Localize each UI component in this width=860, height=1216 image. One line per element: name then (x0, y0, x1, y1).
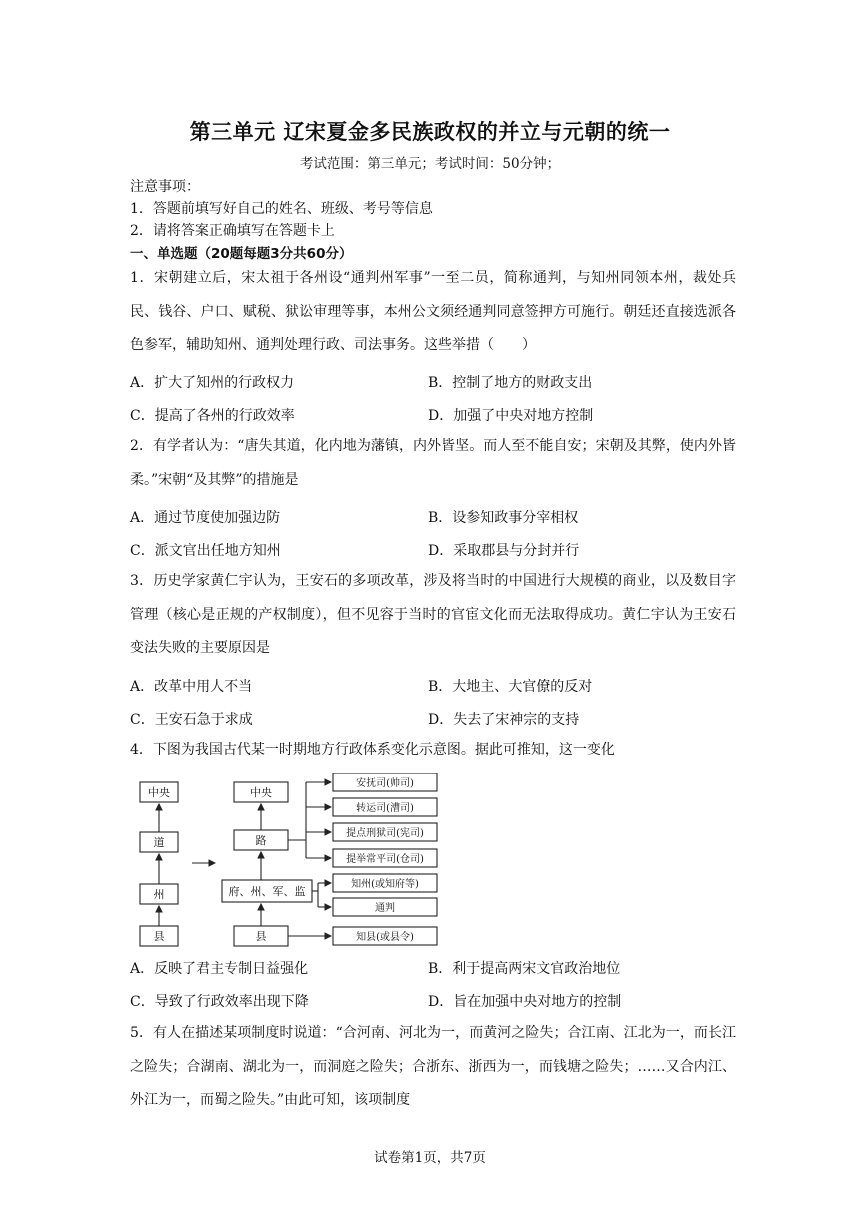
diagram-branch-anfusi: 安抚司(帅司) (356, 778, 414, 789)
admin-system-diagram (130, 773, 450, 953)
question-stem: 1．宋朝建立后，宋太祖于各州设“通判州军事”一至二员，简称通判，与知州同领本州，裁处兵民、钱谷、户口、赋税、狱讼审理等事，本州公文须经通判同意签押方可施行。朝廷还直接选派各色参军，辅助知州、通判处理行政、司法事务。这些举措（ ） (130, 270, 736, 353)
page-title: 第三单元 辽宋夏金多民族政权的并立与元朝的统一 (189, 120, 671, 144)
diagram-branch-zhizhou: 知州(或知府等) (351, 879, 419, 890)
option-a[interactable]: A．通过节度使加强边防 (130, 510, 281, 526)
option-b[interactable]: B．利于提高两宋文官政治地位 (428, 961, 621, 977)
option-c[interactable]: C．提高了各州的行政效率 (130, 408, 295, 424)
option-b[interactable]: B．设参知政事分宰相权 (428, 510, 579, 526)
page-footer: 试卷第1页，共7页 (374, 1150, 486, 1166)
option-a[interactable]: A．改革中用人不当 (130, 679, 253, 695)
question-stem: 4．下图为我国古代某一时期地方行政体系变化示意图。据此可推知，这一变化 (130, 742, 615, 758)
diagram-branch-zhixian: 知县(或县令) (356, 932, 414, 943)
notice-item: 1．答题前填写好自己的姓名、班级、考号等信息 (130, 201, 433, 217)
diagram-branch-zhuanyunsi: 转运司(漕司) (356, 803, 414, 814)
diagram-left-central: 中央 (148, 786, 170, 799)
option-d[interactable]: D．旨在加强中央对地方的控制 (428, 994, 622, 1010)
diagram-left-zhou: 州 (153, 888, 165, 901)
option-c[interactable]: C．导致了行政效率出现下降 (130, 994, 309, 1010)
option-a[interactable]: A．扩大了知州的行政权力 (130, 375, 295, 391)
notice-item: 2．请将答案正确填写在答题卡上 (130, 223, 335, 239)
diagram-right-xian: 县 (255, 930, 267, 943)
diagram-branch-tidianxingyusi: 提点刑狱司(宪司) (346, 828, 424, 839)
option-b[interactable]: B．大地主、大官僚的反对 (428, 679, 593, 695)
option-c[interactable]: C．派文官出任地方知州 (130, 543, 281, 559)
option-a[interactable]: A．反映了君主专制日益强化 (130, 961, 309, 977)
diagram-branch-tongpan: 通判 (375, 903, 395, 914)
diagram-left-dao: 道 (153, 836, 165, 849)
option-d[interactable]: D．采取郡县与分封并行 (428, 543, 580, 559)
diagram-right-lu: 路 (255, 834, 267, 847)
diagram-left-xian: 县 (153, 930, 165, 943)
exam-scope: 考试范围：第三单元；考试时间：50分钟； (299, 156, 561, 172)
notice-heading: 注意事项： (130, 179, 200, 195)
diagram-right-fuzhou: 府、州、军、监 (228, 885, 306, 898)
question-stem: 5．有人在描述某项制度时说道：“合河南、河北为一，而黄河之险失；合江南、江北为一，而长江之险失；合湖南、湖北为一，而洞庭之险失；合浙东、浙西为一，而钱塘之险失；……又合内江、外江为一，而蜀之险失。”由此可知，该项制度 (130, 1025, 736, 1108)
option-b[interactable]: B．控制了地方的财政支出 (428, 375, 593, 391)
option-d[interactable]: D．加强了中央对地方控制 (428, 408, 594, 424)
option-d[interactable]: D．失去了宋神宗的支持 (428, 712, 580, 728)
diagram-branch-tijuchangpingsi: 提举常平司(仓司) (346, 854, 424, 865)
question-stem: 3．历史学家黄仁宇认为，王安石的多项改革，涉及将当时的中国进行大规模的商业，以及数目字管理（核心是正规的产权制度），但不见容于当时的官宦文化而无法取得成功。黄仁宇认为王安石变法失败的主要原因是 (130, 573, 736, 656)
option-c[interactable]: C．王安石急于求成 (130, 712, 253, 728)
diagram-right-central: 中央 (250, 786, 272, 799)
question-stem: 2．有学者认为：“唐失其道，化内地为藩镇，内外皆坚。而人至不能自安；宋朝及其弊，使内外皆柔。”宋朝“及其弊”的措施是 (130, 438, 736, 488)
section-heading: 一、单选题（20题每题3分共60分） (130, 246, 353, 262)
